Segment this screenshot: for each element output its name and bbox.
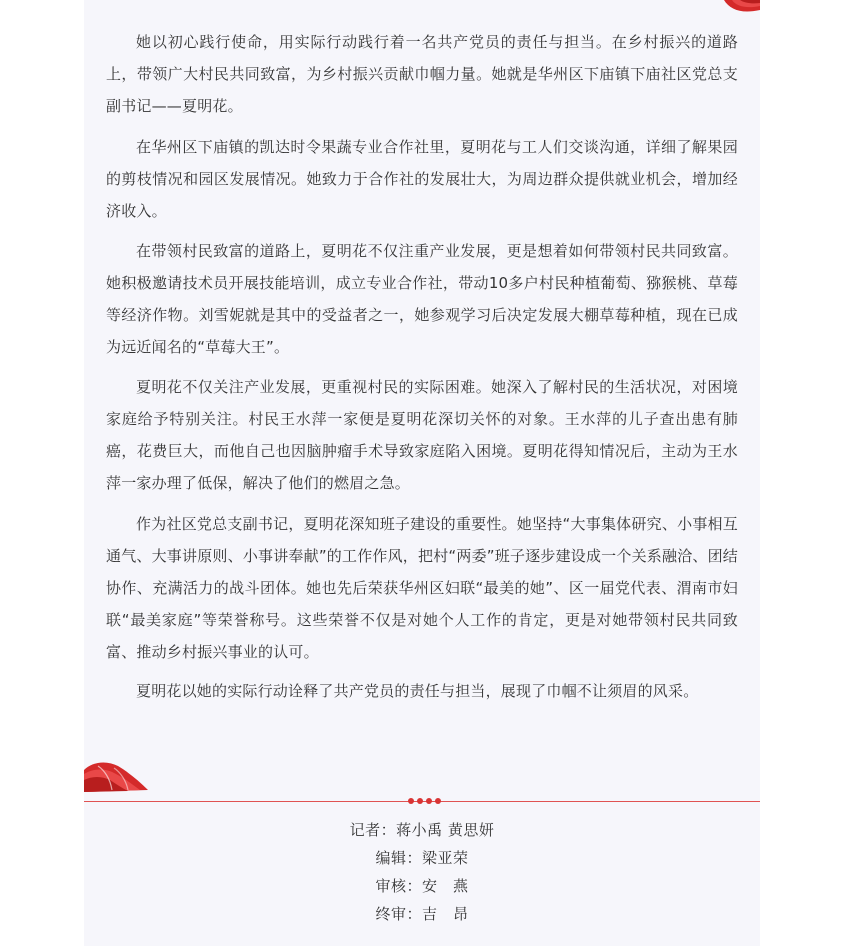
credit-reporter: 记者：蒋小禹 黄思妍 xyxy=(349,821,495,839)
dot-icon xyxy=(426,798,432,804)
paragraph: 她以初心践行使命，用实际行动践行着一名共产党员的责任与担当。在乡村振兴的道路上，带领广大村民共同致富，为乡村振兴贡献巾帼力量。她就是华州区下庙镇下庙社区党总支副书记——夏明花。 xyxy=(106,33,738,115)
credit-reviewer: 审核：安 燕 xyxy=(375,877,469,895)
ribbon-decoration-icon xyxy=(720,0,760,14)
paragraph: 夏明花以她的实际行动诠释了共产党员的责任与担当，展现了巾帼不让须眉的风采。 xyxy=(136,682,699,700)
dot-icon xyxy=(417,798,423,804)
credit-final-reviewer: 终审：吉 昂 xyxy=(375,905,469,923)
credit-editor: 编辑：梁亚荣 xyxy=(375,849,469,867)
paragraph: 在华州区下庙镇的凯达时令果蔬专业合作社里，夏明花与工人们交谈沟通，详细了解果园的剪枝情况和园区发展情况。她致力于合作社的发展壮大，为周边群众提供就业机会，增加经济收入。 xyxy=(106,138,738,220)
paragraph: 在带领村民致富的道路上，夏明花不仅注重产业发展，更是想着如何带领村民共同致富。她积极邀请技术员开展技能培训，成立专业合作社，带动10多户村民种植葡萄、猕猴桃、草莓等经济作物。刘雪妮就是其中的受益者之一，她参观学习后决定发展大棚草莓种植，现在已成为远近闻名的“草莓大王”。 xyxy=(106,242,738,356)
dot-icon xyxy=(435,798,441,804)
article-page xyxy=(84,0,760,946)
paragraph: 作为社区党总支副书记，夏明花深知班子建设的重要性。她坚持“大事集体研究、小事相互通气、大事讲原则、小事讲奉献”的工作作风，把村“两委”班子逐步建设成一个关系融洽、团结协作、充满活力的战斗团体。她也先后荣获华州区妇联“最美的她”、区一届党代表、渭南市妇联“最美家庭”等荣誉称号。这些荣誉不仅是对她个人工作的肯定，更是对她带领村民共同致富、推动乡村振兴事业的认可。 xyxy=(106,515,738,661)
divider-dots xyxy=(408,798,441,805)
paragraph: 夏明花不仅关注产业发展，更重视村民的实际困难。她深入了解村民的生活状况，对困境家庭给予特别关注。村民王水萍一家便是夏明花深切关怀的对象。王水萍的儿子查出患有肺癌，花费巨大，而他自己也因脑肿瘤手术导致家庭陷入困境。夏明花得知情况后，主动为王水萍一家办理了低保，解决了他们的燃眉之急。 xyxy=(106,378,738,492)
ribbon-decoration-icon xyxy=(84,760,150,792)
credits xyxy=(84,816,760,928)
dot-icon xyxy=(408,798,414,804)
